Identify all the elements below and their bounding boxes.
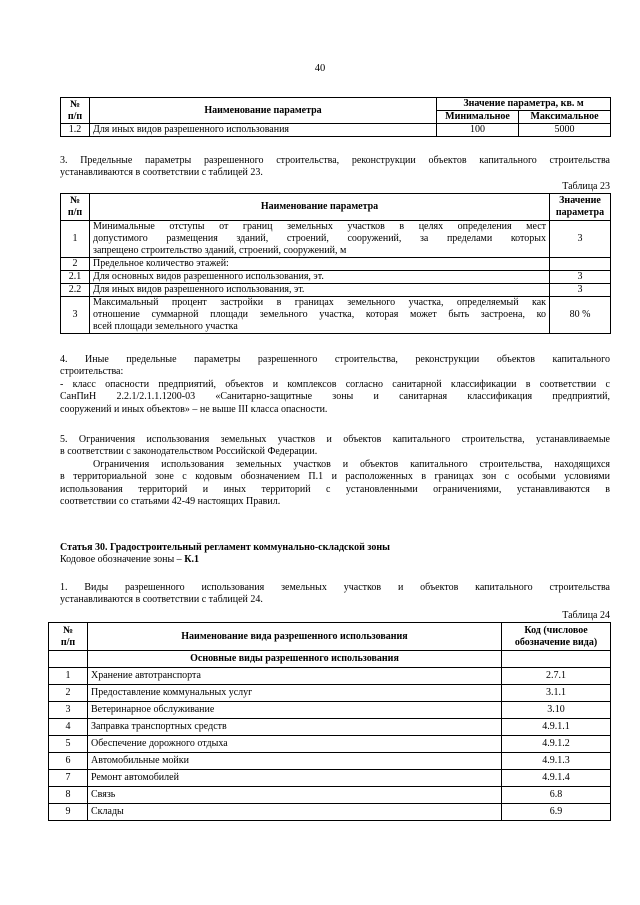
cell-code: 4.9.1.3 bbox=[502, 753, 611, 770]
cell-name: Ремонт автомобилей bbox=[88, 770, 502, 787]
text-line: запрещено строительство зданий, строений, сооружений, м bbox=[93, 245, 347, 256]
text-line: допустимого размещения зданий, строений, сооружений, за пределами которых bbox=[93, 233, 546, 244]
cell-no: 8 bbox=[49, 787, 88, 804]
table-row bbox=[49, 804, 611, 821]
cell-code: 4.9.1.1 bbox=[502, 719, 611, 736]
text-line: в соответствии с законодательством Российской Федерации. bbox=[60, 446, 318, 458]
cell-no: 2 bbox=[49, 685, 88, 702]
cell-name: Для основных видов разрешенного использования, эт. bbox=[90, 271, 550, 284]
cell-no: 2.2 bbox=[61, 284, 90, 297]
table-row bbox=[49, 736, 611, 753]
paragraph-3 bbox=[60, 155, 610, 180]
cell-code: 4.9.1.4 bbox=[502, 770, 611, 787]
page-number: 40 bbox=[314, 63, 326, 74]
section-row bbox=[49, 651, 611, 668]
cell-value bbox=[550, 258, 611, 271]
text-line: Минимальные отступы от границ земельных участков в целях определения мест bbox=[93, 221, 546, 232]
text-line: сооружений и иных объектов» – не выше III класса опасности. bbox=[60, 403, 328, 415]
paragraph-1 bbox=[60, 582, 610, 607]
cell-code: 4.9.1.2 bbox=[502, 736, 611, 753]
cell-no: 9 bbox=[49, 804, 88, 821]
column-header-no: № п/п bbox=[61, 98, 90, 124]
cell-no: 1 bbox=[61, 221, 90, 258]
zone-code: К.1 bbox=[184, 554, 199, 566]
cell-name: Для иных видов разрешенного использования, эт. bbox=[90, 284, 550, 297]
zone-code-prefix: Кодовое обозначение зоны – bbox=[60, 554, 185, 566]
table-row bbox=[61, 258, 611, 271]
table-row bbox=[61, 297, 611, 334]
cell-name: Предоставление коммунальных услуг bbox=[88, 685, 502, 702]
cell-name: Для иных видов разрешенного использования bbox=[90, 124, 437, 137]
table-row bbox=[49, 770, 611, 787]
column-header-code: Код (числовое обозначение вида) bbox=[502, 623, 611, 651]
cell-value: 3 bbox=[550, 284, 611, 297]
parameters-table-23 bbox=[60, 193, 611, 334]
cell-no: 6 bbox=[49, 753, 88, 770]
text-line: СанПиН 2.2.1/2.1.1.1200-03 «Санитарно-защитные зоны и санитарная классификация предприятий, bbox=[60, 391, 610, 403]
text-line: - класс опасности предприятий, объектов и комплексов согласно санитарной классификации в соответствии с bbox=[60, 378, 610, 390]
text-line: всей площади земельного участка bbox=[93, 321, 238, 332]
table-row bbox=[61, 271, 611, 284]
column-header-min: Минимальное bbox=[437, 111, 519, 124]
table-row bbox=[61, 284, 611, 297]
article-title: Статья 30. Градостроительный регламент коммунально-складской зоны bbox=[60, 542, 390, 553]
cell-name: Склады bbox=[88, 804, 502, 821]
column-header-no: № п/п bbox=[49, 623, 88, 651]
cell-no: 3 bbox=[49, 702, 88, 719]
column-header-name: Наименование параметра bbox=[90, 98, 437, 124]
zone-code-line bbox=[60, 554, 610, 566]
table-row bbox=[49, 753, 611, 770]
text-line: соответствии со статьями 42-49 настоящих Правил. bbox=[60, 496, 281, 508]
text-line: 5. Ограничения использования земельных участков и объектов капитального строительства, устанавливаемые bbox=[60, 434, 610, 445]
article-heading bbox=[60, 542, 610, 567]
text-line: 1. Виды разрешенного использования земельных участков и объектов капитального строительства bbox=[60, 582, 610, 593]
text-line: 4. Иные предельные параметры разрешенного строительства, реконструкции объектов капитального bbox=[60, 354, 610, 365]
column-header-value: Значение параметра, кв. м bbox=[437, 98, 611, 111]
table-row bbox=[49, 668, 611, 685]
table-row bbox=[61, 124, 611, 137]
cell-code: 3.1.1 bbox=[502, 685, 611, 702]
cell-name: Связь bbox=[88, 787, 502, 804]
text-line: 3. Предельные параметры разрешенного строительства, реконструкции объектов капитального строительства bbox=[60, 155, 610, 166]
table-24-caption: Таблица 24 bbox=[562, 610, 610, 621]
cell-code: 3.10 bbox=[502, 702, 611, 719]
column-header-value: Значение параметра bbox=[550, 194, 611, 221]
text-line: отношение суммарной площади земельного участка, которая может быть застроена, ко bbox=[93, 309, 546, 320]
table-row bbox=[61, 221, 611, 258]
cell-value: 80 % bbox=[550, 297, 611, 334]
cell-no: 1 bbox=[49, 668, 88, 685]
cell-max: 5000 bbox=[519, 124, 611, 137]
text-line: использования территорий и иных территорий с установленными ограничениями, устанавливаются в bbox=[60, 483, 610, 495]
cell-no: 2 bbox=[61, 258, 90, 271]
text-line: устанавливаются в соответствии с таблицей 23. bbox=[60, 167, 263, 179]
cell-no: 3 bbox=[61, 297, 90, 334]
table-row bbox=[49, 787, 611, 804]
cell-no: 1.2 bbox=[61, 124, 90, 137]
cell-name: Хранение автотранспорта bbox=[88, 668, 502, 685]
cell-no: 5 bbox=[49, 736, 88, 753]
table-23-caption: Таблица 23 bbox=[562, 181, 610, 192]
column-header-max: Максимальное bbox=[519, 111, 611, 124]
text-line: Ограничения использования земельных участков и объектов капитального строительства, находящихся bbox=[93, 458, 610, 470]
cell-code: 6.8 bbox=[502, 787, 611, 804]
text-line: строительства: bbox=[60, 366, 124, 378]
use-types-table-24 bbox=[48, 622, 611, 821]
cell-value: 3 bbox=[550, 271, 611, 284]
column-header-no: № п/п bbox=[61, 194, 90, 221]
cell-name bbox=[90, 297, 550, 334]
section-title: Основные виды разрешенного использования bbox=[88, 651, 502, 668]
text-line: устанавливаются в соответствии с таблицей 24. bbox=[60, 594, 263, 606]
cell-no: 7 bbox=[49, 770, 88, 787]
cell-code: 2.7.1 bbox=[502, 668, 611, 685]
column-header-name: Наименование параметра bbox=[90, 194, 550, 221]
cell-name: Ветеринарное обслуживание bbox=[88, 702, 502, 719]
cell-name: Обеспечение дорожного отдыха bbox=[88, 736, 502, 753]
paragraph-5 bbox=[60, 434, 610, 508]
table-row bbox=[49, 719, 611, 736]
cell-value: 3 bbox=[550, 221, 611, 258]
cell-no: 4 bbox=[49, 719, 88, 736]
parameters-table-top bbox=[60, 97, 611, 137]
paragraph-4 bbox=[60, 354, 610, 416]
table-row bbox=[49, 702, 611, 719]
cell-name: Автомобильные мойки bbox=[88, 753, 502, 770]
cell-name bbox=[90, 221, 550, 258]
cell-no: 2.1 bbox=[61, 271, 90, 284]
table-row bbox=[49, 685, 611, 702]
cell-code: 6.9 bbox=[502, 804, 611, 821]
column-header-name: Наименование вида разрешенного использования bbox=[88, 623, 502, 651]
text-line: Максимальный процент застройки в границах земельного участка, определяемый как bbox=[93, 297, 546, 308]
cell-name: Заправка транспортных средств bbox=[88, 719, 502, 736]
cell-min: 100 bbox=[437, 124, 519, 137]
cell-name: Предельное количество этажей: bbox=[90, 258, 550, 271]
text-line: в территориальной зоне с кодовым обозначением П.1 и расположенных в границах зон с особыми условиями bbox=[60, 471, 610, 483]
